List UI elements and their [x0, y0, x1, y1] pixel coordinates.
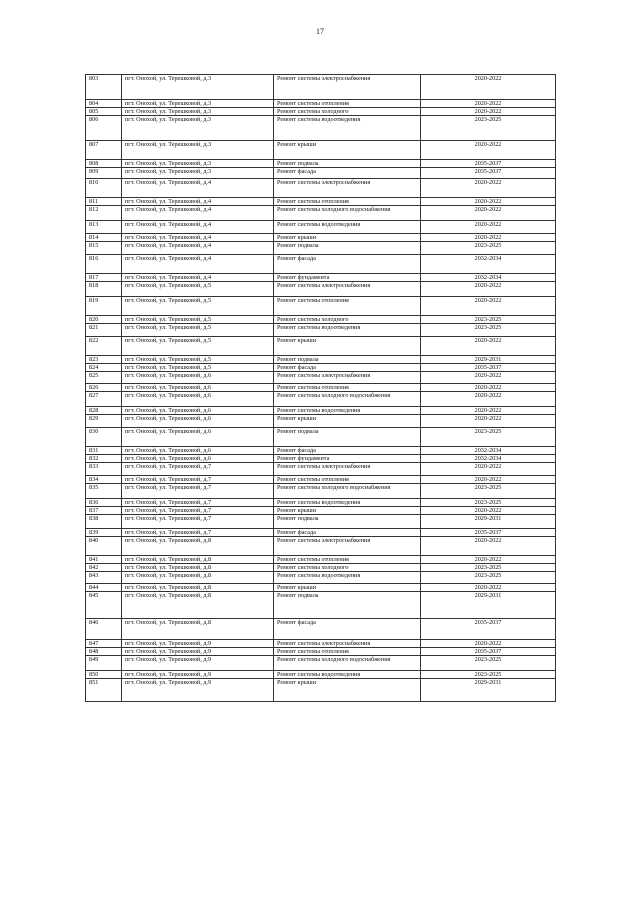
address-cell: пгт. Онохой, ул. Терешковой, д.7: [122, 529, 274, 537]
row-number: 846: [86, 619, 122, 640]
address-cell: пгт. Онохой, ул. Терешковой, д.5: [122, 356, 274, 364]
address-cell: пгт. Онохой, ул. Терешковой, д.6: [122, 428, 274, 447]
work-type-cell: Ремонт фундамента: [274, 455, 421, 463]
work-type-cell: Ремонт системы электроснабжения: [274, 537, 421, 556]
table-row: [86, 75, 556, 100]
address-cell: пгт. Онохой, ул. Терешковой, д.7: [122, 484, 274, 499]
work-type-cell: Ремонт системы электроснабжения: [274, 179, 421, 198]
table-row: [86, 476, 556, 484]
table-row: [86, 529, 556, 537]
row-number: 842: [86, 564, 122, 572]
table-row: [86, 584, 556, 592]
period-cell: 2035-2037: [421, 364, 556, 372]
period-cell: 2020-2022: [421, 556, 556, 564]
period-cell: 2020-2022: [421, 384, 556, 392]
period-cell: 2035-2037: [421, 619, 556, 640]
period-cell: 2035-2037: [421, 160, 556, 168]
row-number: 828: [86, 407, 122, 415]
period-cell: 2020-2022: [421, 640, 556, 648]
row-number: 840: [86, 537, 122, 556]
address-cell: пгт. Онохой, ул. Терешковой, д.5: [122, 297, 274, 316]
address-cell: пгт. Онохой, ул. Терешковой, д.8: [122, 556, 274, 564]
table-row: [86, 499, 556, 507]
work-type-cell: Ремонт системы холодного водоснабжения: [274, 656, 421, 671]
table-row: [86, 407, 556, 415]
row-number: 817: [86, 274, 122, 282]
address-cell: пгт. Онохой, ул. Терешковой, д.6: [122, 455, 274, 463]
address-cell: пгт. Онохой, ул. Терешковой, д.4: [122, 179, 274, 198]
table-row: [86, 384, 556, 392]
period-cell: 2020-2022: [421, 392, 556, 407]
table-row: [86, 297, 556, 316]
work-type-cell: Ремонт системы отопления: [274, 100, 421, 108]
work-type-cell: Ремонт системы отопления: [274, 198, 421, 206]
period-cell: 2020-2022: [421, 234, 556, 242]
work-type-cell: Ремонт системы водоотведения: [274, 499, 421, 507]
table-row: [86, 198, 556, 206]
table-row: [86, 221, 556, 234]
row-number: 803: [86, 75, 122, 100]
table-row: [86, 160, 556, 168]
period-cell: 2029-2031: [421, 592, 556, 619]
row-number: 833: [86, 463, 122, 476]
work-type-cell: Ремонт системы отопления: [274, 648, 421, 656]
row-number: 811: [86, 198, 122, 206]
work-type-cell: Ремонт системы электроснабжения: [274, 282, 421, 297]
work-type-cell: Ремонт фасада: [274, 447, 421, 455]
row-number: 845: [86, 592, 122, 619]
address-cell: пгт. Онохой, ул. Терешковой, д.3: [122, 141, 274, 160]
address-cell: пгт. Онохой, ул. Терешковой, д.8: [122, 564, 274, 572]
address-cell: пгт. Онохой, ул. Терешковой, д.7: [122, 463, 274, 476]
row-number: 831: [86, 447, 122, 455]
row-number: 814: [86, 234, 122, 242]
work-type-cell: Ремонт системы электроснабжения: [274, 75, 421, 100]
page-number: 17: [316, 27, 324, 36]
work-type-cell: Ремонт крыши: [274, 415, 421, 428]
address-cell: пгт. Онохой, ул. Терешковой, д.3: [122, 116, 274, 141]
table-row: [86, 242, 556, 255]
address-cell: пгт. Онохой, ул. Терешковой, д.5: [122, 282, 274, 297]
table-row: [86, 648, 556, 656]
work-type-cell: Ремонт фасада: [274, 255, 421, 274]
row-number: 820: [86, 316, 122, 324]
period-cell: 2020-2022: [421, 221, 556, 234]
table-row: [86, 108, 556, 116]
work-type-cell: Ремонт системы водоотведения: [274, 572, 421, 584]
row-number: 837: [86, 507, 122, 515]
work-type-cell: Ремонт системы водоотведения: [274, 324, 421, 337]
table-row: [86, 679, 556, 702]
address-cell: пгт. Онохой, ул. Терешковой, д.4: [122, 234, 274, 242]
row-number: 838: [86, 515, 122, 529]
table-row: [86, 392, 556, 407]
table-row: [86, 463, 556, 476]
row-number: 818: [86, 282, 122, 297]
address-cell: пгт. Онохой, ул. Терешковой, д.8: [122, 592, 274, 619]
work-type-cell: Ремонт подвала: [274, 356, 421, 364]
address-cell: пгт. Онохой, ул. Терешковой, д.5: [122, 324, 274, 337]
row-number: 829: [86, 415, 122, 428]
period-cell: 2020-2022: [421, 407, 556, 415]
row-number: 807: [86, 141, 122, 160]
period-cell: 2023-2025: [421, 484, 556, 499]
row-number: 823: [86, 356, 122, 364]
table-row: [86, 282, 556, 297]
address-cell: пгт. Онохой, ул. Терешковой, д.6: [122, 372, 274, 384]
period-cell: 2020-2022: [421, 372, 556, 384]
period-cell: 2032-2034: [421, 255, 556, 274]
work-type-cell: Ремонт крыши: [274, 507, 421, 515]
address-cell: пгт. Онохой, ул. Терешковой, д.9: [122, 648, 274, 656]
table-row: [86, 274, 556, 282]
row-number: 819: [86, 297, 122, 316]
address-cell: пгт. Онохой, ул. Терешковой, д.4: [122, 198, 274, 206]
table-row: [86, 537, 556, 556]
work-type-cell: Ремонт системы холодного: [274, 108, 421, 116]
address-cell: пгт. Онохой, ул. Терешковой, д.8: [122, 584, 274, 592]
table-row: [86, 141, 556, 160]
table-body: [86, 75, 556, 702]
address-cell: пгт. Онохой, ул. Терешковой, д.6: [122, 447, 274, 455]
period-cell: 2020-2022: [421, 198, 556, 206]
row-number: 847: [86, 640, 122, 648]
row-number: 804: [86, 100, 122, 108]
repair-schedule-table: [85, 74, 556, 702]
period-cell: 2023-2025: [421, 428, 556, 447]
address-cell: пгт. Онохой, ул. Терешковой, д.9: [122, 679, 274, 702]
row-number: 848: [86, 648, 122, 656]
period-cell: 2023-2025: [421, 499, 556, 507]
address-cell: пгт. Онохой, ул. Терешковой, д.5: [122, 316, 274, 324]
table-row: [86, 619, 556, 640]
table-row: [86, 656, 556, 671]
period-cell: 2032-2034: [421, 455, 556, 463]
work-type-cell: Ремонт крыши: [274, 679, 421, 702]
table-row: [86, 168, 556, 179]
row-number: 843: [86, 572, 122, 584]
period-cell: 2020-2022: [421, 415, 556, 428]
work-type-cell: Ремонт системы отопления: [274, 556, 421, 564]
row-number: 806: [86, 116, 122, 141]
work-type-cell: Ремонт подвала: [274, 592, 421, 619]
table-row: [86, 337, 556, 356]
work-type-cell: Ремонт подвала: [274, 515, 421, 529]
period-cell: 2020-2022: [421, 179, 556, 198]
period-cell: 2035-2037: [421, 529, 556, 537]
address-cell: пгт. Онохой, ул. Терешковой, д.3: [122, 75, 274, 100]
address-cell: пгт. Онохой, ул. Терешковой, д.4: [122, 274, 274, 282]
period-cell: 2029-2031: [421, 515, 556, 529]
address-cell: пгт. Онохой, ул. Терешковой, д.4: [122, 206, 274, 221]
table-row: [86, 116, 556, 141]
address-cell: пгт. Онохой, ул. Терешковой, д.7: [122, 515, 274, 529]
work-type-cell: Ремонт системы водоотведения: [274, 116, 421, 141]
table-row: [86, 447, 556, 455]
period-cell: 2023-2025: [421, 564, 556, 572]
table-row: [86, 324, 556, 337]
address-cell: пгт. Онохой, ул. Терешковой, д.5: [122, 337, 274, 356]
work-type-cell: Ремонт системы водоотведения: [274, 221, 421, 234]
address-cell: пгт. Онохой, ул. Терешковой, д.7: [122, 476, 274, 484]
row-number: 816: [86, 255, 122, 274]
period-cell: 2023-2025: [421, 656, 556, 671]
work-type-cell: Ремонт фасада: [274, 619, 421, 640]
table-row: [86, 234, 556, 242]
period-cell: 2023-2025: [421, 242, 556, 255]
period-cell: 2020-2022: [421, 282, 556, 297]
period-cell: 2020-2022: [421, 206, 556, 221]
table-row: [86, 455, 556, 463]
period-cell: 2020-2022: [421, 476, 556, 484]
work-type-cell: Ремонт системы отопления: [274, 476, 421, 484]
period-cell: 2020-2022: [421, 108, 556, 116]
period-cell: 2020-2022: [421, 537, 556, 556]
period-cell: 2020-2022: [421, 75, 556, 100]
row-number: 841: [86, 556, 122, 564]
row-number: 821: [86, 324, 122, 337]
address-cell: пгт. Онохой, ул. Терешковой, д.9: [122, 640, 274, 648]
work-type-cell: Ремонт подвала: [274, 242, 421, 255]
address-cell: пгт. Онохой, ул. Терешковой, д.6: [122, 415, 274, 428]
address-cell: пгт. Онохой, ул. Терешковой, д.6: [122, 384, 274, 392]
address-cell: пгт. Онохой, ул. Терешковой, д.6: [122, 407, 274, 415]
work-type-cell: Ремонт крыши: [274, 584, 421, 592]
address-cell: пгт. Онохой, ул. Терешковой, д.8: [122, 572, 274, 584]
table-row: [86, 484, 556, 499]
address-cell: пгт. Онохой, ул. Терешковой, д.8: [122, 537, 274, 556]
period-cell: 2020-2022: [421, 297, 556, 316]
row-number: 850: [86, 671, 122, 679]
period-cell: 2035-2037: [421, 168, 556, 179]
period-cell: 2023-2025: [421, 324, 556, 337]
period-cell: 2020-2022: [421, 507, 556, 515]
work-type-cell: Ремонт системы электроснабжения: [274, 372, 421, 384]
period-cell: 2020-2022: [421, 100, 556, 108]
work-type-cell: Ремонт системы водоотведения: [274, 671, 421, 679]
address-cell: пгт. Онохой, ул. Терешковой, д.4: [122, 221, 274, 234]
period-cell: 2020-2022: [421, 463, 556, 476]
period-cell: 2023-2025: [421, 572, 556, 584]
work-type-cell: Ремонт подвала: [274, 428, 421, 447]
period-cell: 2029-2031: [421, 356, 556, 364]
row-number: 834: [86, 476, 122, 484]
work-type-cell: Ремонт системы холодного водоснабжения: [274, 484, 421, 499]
table-row: [86, 671, 556, 679]
work-type-cell: Ремонт системы электроснабжения: [274, 463, 421, 476]
table-row: [86, 556, 556, 564]
work-type-cell: Ремонт системы холодного водоснабжения: [274, 206, 421, 221]
period-cell: 2020-2022: [421, 584, 556, 592]
row-number: 815: [86, 242, 122, 255]
row-number: 826: [86, 384, 122, 392]
table-row: [86, 572, 556, 584]
work-type-cell: Ремонт системы отопления: [274, 297, 421, 316]
address-cell: пгт. Онохой, ул. Терешковой, д.7: [122, 499, 274, 507]
row-number: 805: [86, 108, 122, 116]
table-row: [86, 428, 556, 447]
row-number: 813: [86, 221, 122, 234]
table-row: [86, 364, 556, 372]
work-type-cell: Ремонт фасада: [274, 168, 421, 179]
row-number: 825: [86, 372, 122, 384]
address-cell: пгт. Онохой, ул. Терешковой, д.4: [122, 255, 274, 274]
address-cell: пгт. Онохой, ул. Терешковой, д.6: [122, 392, 274, 407]
period-cell: 2032-2034: [421, 274, 556, 282]
row-number: 835: [86, 484, 122, 499]
period-cell: 2032-2034: [421, 447, 556, 455]
work-type-cell: Ремонт крыши: [274, 141, 421, 160]
period-cell: 2029-2031: [421, 679, 556, 702]
row-number: 832: [86, 455, 122, 463]
address-cell: пгт. Онохой, ул. Терешковой, д.7: [122, 507, 274, 515]
work-type-cell: Ремонт системы электроснабжения: [274, 640, 421, 648]
period-cell: 2023-2025: [421, 116, 556, 141]
table-row: [86, 100, 556, 108]
table-row: [86, 507, 556, 515]
table-row: [86, 640, 556, 648]
row-number: 836: [86, 499, 122, 507]
work-type-cell: Ремонт фундамента: [274, 274, 421, 282]
work-type-cell: Ремонт крыши: [274, 337, 421, 356]
row-number: 851: [86, 679, 122, 702]
row-number: 827: [86, 392, 122, 407]
work-type-cell: Ремонт фасада: [274, 364, 421, 372]
address-cell: пгт. Онохой, ул. Терешковой, д.9: [122, 656, 274, 671]
table-row: [86, 372, 556, 384]
row-number: 839: [86, 529, 122, 537]
row-number: 824: [86, 364, 122, 372]
work-type-cell: Ремонт системы холодного: [274, 564, 421, 572]
address-cell: пгт. Онохой, ул. Терешковой, д.9: [122, 671, 274, 679]
table-row: [86, 515, 556, 529]
row-number: 808: [86, 160, 122, 168]
address-cell: пгт. Онохой, ул. Терешковой, д.8: [122, 619, 274, 640]
row-number: 830: [86, 428, 122, 447]
work-type-cell: Ремонт системы холодного: [274, 316, 421, 324]
address-cell: пгт. Онохой, ул. Терешковой, д.3: [122, 168, 274, 179]
work-type-cell: Ремонт системы холодного водоснабжения: [274, 392, 421, 407]
table-row: [86, 592, 556, 619]
row-number: 844: [86, 584, 122, 592]
row-number: 822: [86, 337, 122, 356]
table-row: [86, 356, 556, 364]
row-number: 812: [86, 206, 122, 221]
address-cell: пгт. Онохой, ул. Терешковой, д.3: [122, 160, 274, 168]
period-cell: 2020-2022: [421, 141, 556, 160]
work-type-cell: Ремонт крыши: [274, 234, 421, 242]
row-number: 809: [86, 168, 122, 179]
period-cell: 2023-2025: [421, 671, 556, 679]
work-type-cell: Ремонт системы отопления: [274, 384, 421, 392]
work-type-cell: Ремонт фасада: [274, 529, 421, 537]
address-cell: пгт. Онохой, ул. Терешковой, д.5: [122, 364, 274, 372]
period-cell: 2020-2022: [421, 337, 556, 356]
address-cell: пгт. Онохой, ул. Терешковой, д.3: [122, 100, 274, 108]
address-cell: пгт. Онохой, ул. Терешковой, д.3: [122, 108, 274, 116]
table-row: [86, 564, 556, 572]
period-cell: 2023-2025: [421, 316, 556, 324]
row-number: 810: [86, 179, 122, 198]
table-row: [86, 206, 556, 221]
table-row: [86, 255, 556, 274]
period-cell: 2035-2037: [421, 648, 556, 656]
table-row: [86, 316, 556, 324]
row-number: 849: [86, 656, 122, 671]
table-row: [86, 179, 556, 198]
address-cell: пгт. Онохой, ул. Терешковой, д.4: [122, 242, 274, 255]
table-row: [86, 415, 556, 428]
work-type-cell: Ремонт системы водоотведения: [274, 407, 421, 415]
work-type-cell: Ремонт подвала: [274, 160, 421, 168]
